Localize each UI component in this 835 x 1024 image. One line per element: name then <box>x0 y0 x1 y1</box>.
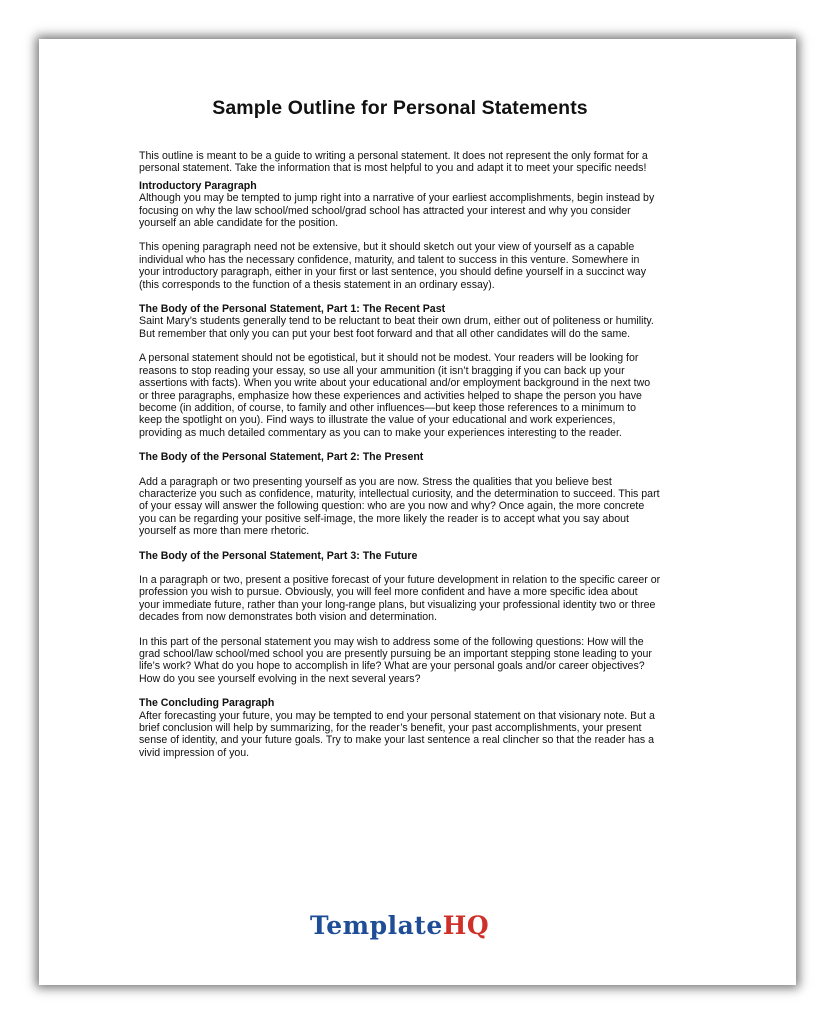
section-paragraph: In a paragraph or two, present a positive forecast of your future development in relation to the specific career or profession you wish to pursue. Obviously, you will feel more confident and have a more specific idea about your immediate future, rather than your long-range plans, but visualizing your professional identity two or three decades from now demonstrates both vision and determination. <box>139 573 661 624</box>
document-page <box>39 39 796 985</box>
section-paragraph: This opening paragraph need not be extensive, but it should sketch out your view of yourself as a capable individual who has the necessary confidence, maturity, and talent to success in this venture. Somewhere in your introductory paragraph, either in your first or last sentence, you should define yourself in a succinct way (this corresponds to the function of a thesis statement in an ordinary essay). <box>139 241 646 291</box>
section-paragraph: Saint Mary’s students generally tend to be reluctant to beat their own drum, either out of politeness or humility. But remember that only you can put your best foot forward and that all other candidates will do the same. <box>139 315 654 340</box>
section-heading-present: The Body of the Personal Statement, Part 2: The Present <box>139 451 424 464</box>
section-paragraph: After forecasting your future, you may be tempted to end your personal statement on that visionary note. But a brief conclusion will help by summarizing, for the reader’s benefit, your past accomplishments, your present sense of identity, and your future goals. Try to make your last sentence a real clincher so that the reader has a vivid impression of you. <box>139 709 655 759</box>
section-heading-recent-past: The Body of the Personal Statement, Part 1: The Recent Past <box>139 303 446 316</box>
logo-text-hq: HQ <box>442 911 490 940</box>
section-heading-concluding: The Concluding Paragraph <box>139 697 275 710</box>
section-heading-future: The Body of the Personal Statement, Part 3: The Future <box>139 549 418 562</box>
section-paragraph: In this part of the personal statement you may wish to address some of the following questions: How will the grad school/law school/med school you are presently pursuing be an important stepping stone leading to your life’s work? What do you hope to accomplish in life? What are your personal goals and/or career objectives? How do you see yourself evolving in the next several years? <box>139 635 652 685</box>
document-content <box>139 97 661 759</box>
section-paragraph: A personal statement should not be egotistical, but it should not be modest. Your readers will be looking for reasons to stop reading your essay, so use all your ammunition (it isn’t bragging if you can back up your assertions with facts). When you write about your educational and/or employment background in the next two or three paragraphs, emphasize how these experiences and activities helped to shape the person you have become (in addition, of course, to family and other influences—but keep those references to a minimum to keep the spotlight on you). Find ways to illustrate the value of your educational and work experiences, providing as much detailed commentary as you can to make your experiences interesting to the reader. <box>139 352 651 439</box>
section-heading-introductory: Introductory Paragraph <box>139 179 257 192</box>
section-paragraph: Although you may be tempted to jump right into a narrative of your earliest accomplishments, begin instead by focusing on why the law school/med school/grad school has attracted your interest and why you consider yourself an able candidate for the position. <box>139 192 655 230</box>
templatehq-logo <box>310 911 489 940</box>
intro-paragraph: This outline is meant to be a guide to writing a personal statement. It does not represent the only format for a personal statement. Take the information that is most helpful to you and adapt it to meet your specific needs! <box>139 150 648 175</box>
document-title: Sample Outline for Personal Statements <box>212 97 588 119</box>
section-paragraph: Add a paragraph or two presenting yourself as you are now. Stress the qualities that you believe best characterize you such as confidence, maturity, intellectual curiosity, and the determination to succeed. This part of your essay will answer the following question: who are you now and why? Once again, the more concrete you can be regarding your positive self-image, the more likely the reader is to accept what you say about yourself as more than mere rhetoric. <box>139 475 660 538</box>
logo-text-template: Template <box>310 911 443 940</box>
